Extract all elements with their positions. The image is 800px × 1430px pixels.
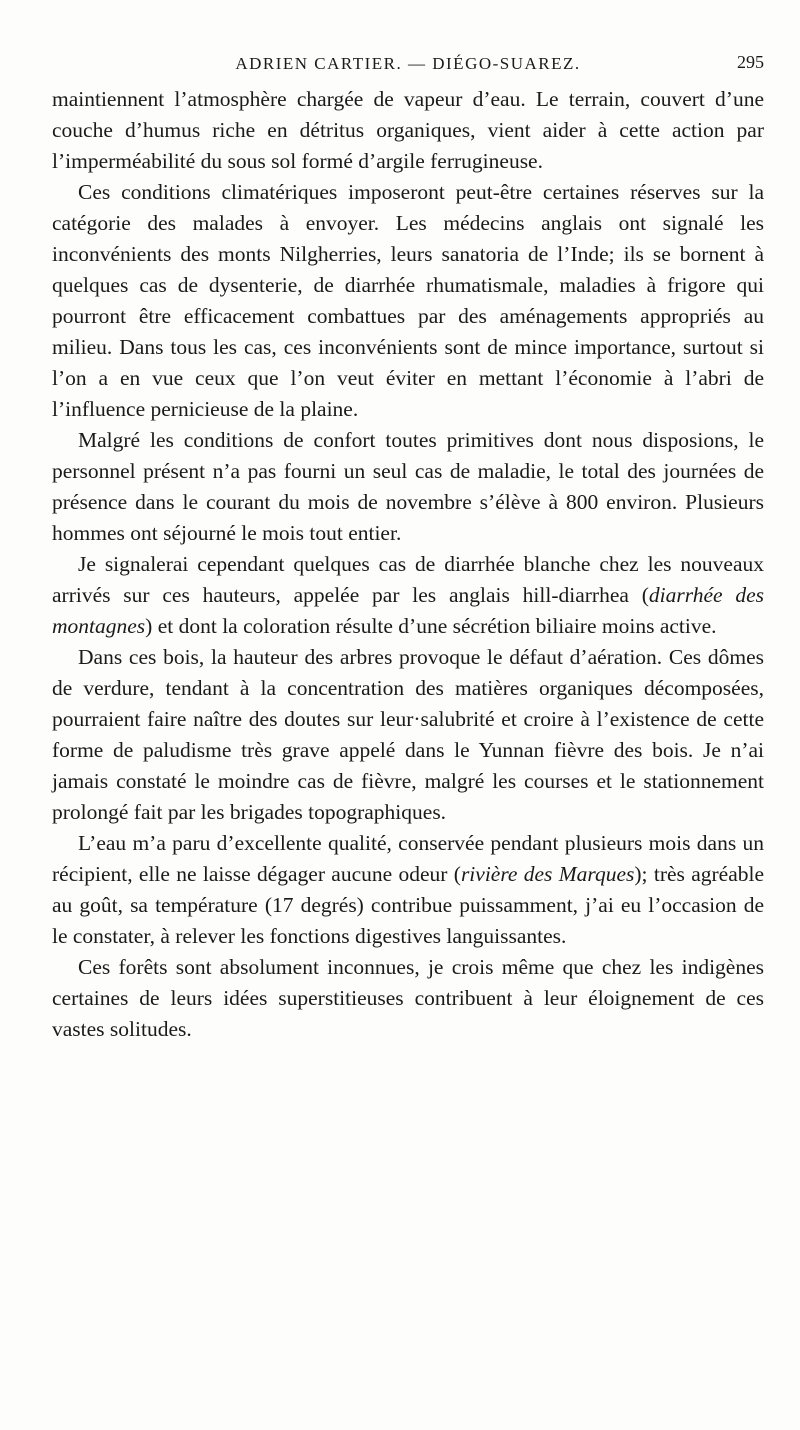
paragraph [52, 84, 764, 177]
page-header [52, 50, 764, 80]
paragraph [52, 177, 764, 425]
paragraph-text: L’eau m’a paru d’excellente qualité, conservée pendant plusieurs mois dans un récipient, elle ne laisse dégager aucune odeur ( [52, 831, 764, 886]
paragraph-text: ) et dont la coloration résulte d’une sécrétion biliaire moins active. [145, 614, 717, 638]
paragraph-text: Ces conditions climatériques imposeront peut-être certaines réserves sur la catégorie des malades à envoyer. Les médecins anglais ont signalé les inconvénients des monts Nilgherries, leurs sanatoria de l’Inde; ils se bornent à quelques cas de dysenterie, de diarrhée rhumatismale, maladies à frigore qui pourront être efficacement combattues par des aménagements appropriés au milieu. Dans tous les cas, ces inconvénients sont de mince importance, surtout si l’on a en vue ceux que l’on veut éviter en mettant l’économie à l’abri de l’influence pernicieuse de la plaine. [52, 180, 764, 421]
paragraph-text: Malgré les conditions de confort toutes primitives dont nous disposions, le personnel présent n’a pas fourni un seul cas de maladie, le total des journées de présence dans le courant du mois de novembre s’élève à 800 environ. Plusieurs hommes ont séjourné le mois tout entier. [52, 428, 764, 545]
italic-text: diarrhée des montagnes [52, 583, 764, 638]
paragraph [52, 425, 764, 549]
page-number: 295 [737, 52, 764, 72]
paragraph [52, 828, 764, 952]
italic-text: rivière des Marques [460, 862, 635, 886]
running-head: ADRIEN CARTIER. — DIÉGO-SUAREZ. [235, 54, 581, 73]
paragraph [52, 642, 764, 828]
body-text [52, 84, 764, 1045]
paragraph-text: Je signalerai cependant quelques cas de diarrhée blanche chez les nouveaux arrivés sur ces hauteurs, appelée par les anglais hill-diarrhea ( [52, 552, 764, 607]
paragraph-text: ); très agréable au goût, sa température (17 degrés) contribue puissamment, j’ai eu l’occasion de le constater, à relever les fonctions digestives languissantes. [52, 862, 765, 948]
paragraph-text: Dans ces bois, la hauteur des arbres provoque le défaut d’aération. Ces dômes de verdure, tendant à la concentration des matières organiques décomposées, pourraient faire naître des doutes sur leur·salubrité et croire à l’existence de cette forme de paludisme très grave appelé dans le Yunnan fièvre des bois. Je n’ai jamais constaté le moindre cas de fièvre, malgré les courses et le stationnement prolongé fait par les brigades topographiques. [52, 645, 764, 824]
paragraph-text: Ces forêts sont absolument inconnues, je crois même que chez les indigènes certaines de leurs idées superstitieuses contribuent à leur éloignement de ces vastes solitudes. [52, 955, 764, 1041]
paragraph-text: maintiennent l’atmosphère chargée de vapeur d’eau. Le terrain, couvert d’une couche d’humus riche en détritus organiques, vient aider à cette action par l’imperméabilité du sous sol formé d’argile ferrugineuse. [52, 87, 764, 173]
paragraph [52, 549, 764, 642]
paragraph [52, 952, 764, 1045]
